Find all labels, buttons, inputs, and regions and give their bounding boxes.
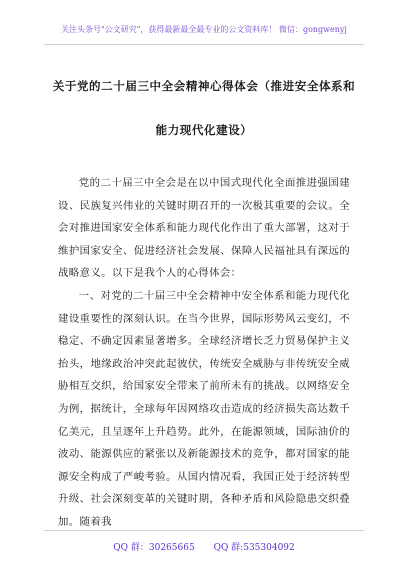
header-banner: 关注头条号"公文研究"，获得最新最全最专业的公文资料库！ 微信：gongwenyj [61,25,347,34]
footer-qq-group-1: QQ 群：30265665 [113,543,195,553]
paragraph-intro: 党的二十届三中全会是在以中国式现代化全面推进强国建设、民族复兴伟业的关键时期召开的一次极其重要的会议。全会对推进国家安全体系和能力现代化作出了重大部署，这对于维护国家安全、促进经济社会发展、保障人民福祉具有深远的战略意义。以下是我个人的心得体会： [58,177,350,280]
header-divider [44,44,364,45]
document-body [58,172,350,534]
footer [0,540,408,553]
footer-divider [44,530,364,531]
footer-qq-group-2: QQ 群:535304092 [213,543,295,553]
document-title-line-1: 关于党的二十届三中全会精神心得体会（推进安全体系和 [52,79,356,93]
paragraph-section-1: 一、对党的二十届三中全会精神中安全体系和能力现代化建设重要性的深刻认识。在当今世界，国际形势风云变幻，不稳定、不确定因素显著增多。全球经济增长乏力贸易保护主义抬头，地缘政治冲突此起彼伏，传统安全威胁与非传统安全威胁相互交织，给国家安全带来了前所未有的挑战。以网络安全为例，据统计，全球每年因网络攻击造成的经济损失高达数千亿美元，且呈逐年上升趋势。此外，在能源领域，国际油价的波动、能源供应的紧张以及新能源技术的竞争，都对国家的能源安全构成了严峻考验。从国内情况看，我国正处于经济转型升级、社会深刻变革的关键时期，各种矛盾和风险隐患交织叠加。随着我 [58,289,350,528]
document-title-line-2: 能力现代化建设） [155,123,253,137]
